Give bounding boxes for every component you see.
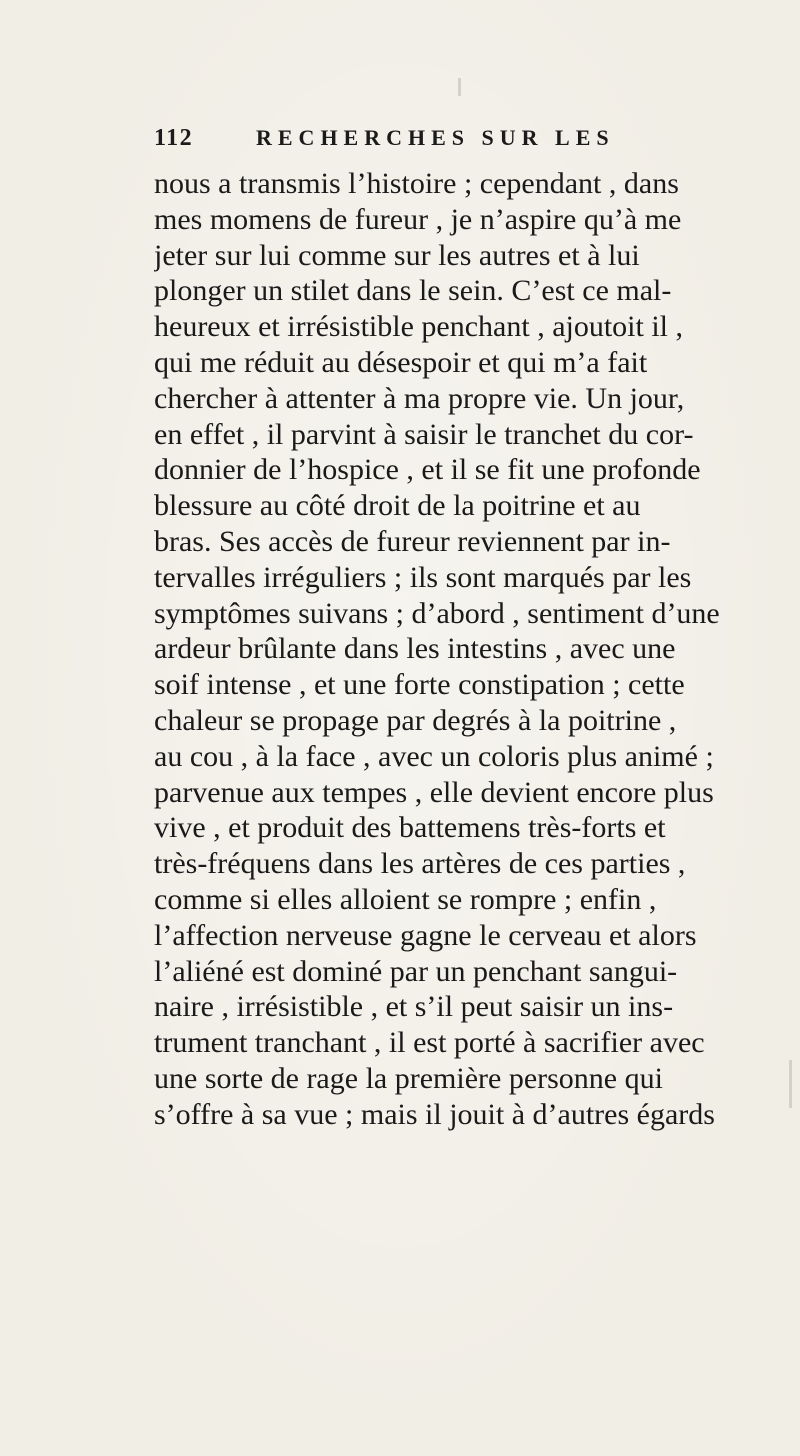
page-header — [154, 125, 714, 167]
text-line: tervalles irréguliers ; ils sont marqués par les — [154, 560, 692, 594]
text-line: bras. Ses accès de fureur reviennent par in- — [154, 524, 671, 558]
text-line: ardeur brûlante dans les intestins , avec une — [154, 632, 676, 666]
text-line: naire , irrésistible , et s’il peut saisir un ins- — [154, 990, 674, 1024]
text-line: qui me réduit au désespoir et qui m’a fait — [154, 345, 648, 379]
text-line: symptômes suivans ; d’abord , sentiment d’une — [154, 596, 720, 630]
scan-mark-top — [458, 78, 461, 96]
text-line: chaleur se propage par degrés à la poitrine , — [154, 703, 677, 737]
text-line: donnier de l’hospice , et il se fit une profonde — [154, 453, 701, 487]
text-line: jeter sur lui comme sur les autres et à lui — [154, 238, 640, 272]
scan-mark-right — [789, 1060, 792, 1108]
text-line: trument tranchant , il est porté à sacrifier avec — [154, 1026, 705, 1060]
text-line: au cou , à la face , avec un coloris plus animé ; — [154, 739, 714, 773]
text-line: mes momens de fureur , je n’aspire qu’à me — [154, 202, 682, 236]
text-line: l’affection nerveuse gagne le cerveau et alors — [154, 918, 697, 952]
text-line: chercher à attenter à ma propre vie. Un jour, — [154, 381, 685, 415]
text-line: vive , et produit des battemens très-forts et — [154, 811, 666, 845]
running-head: RECHERCHES SUR LES — [256, 125, 615, 150]
text-line: comme si elles alloient se rompre ; enfin , — [154, 882, 657, 916]
page-number: 112 — [154, 125, 194, 151]
text-line: en effet , il parvint à saisir le tranchet du cor- — [154, 417, 694, 451]
text-line: heureux et irrésistible penchant , ajoutoit il , — [154, 310, 684, 344]
text-line: soif intense , et une forte constipation ; cette — [154, 668, 685, 702]
text-line: plonger un stilet dans le sein. C’est ce mal- — [154, 274, 672, 308]
body-text — [154, 166, 766, 1286]
text-line: blessure au côté droit de la poitrine et au — [154, 489, 641, 523]
text-line: nous a transmis l’histoire ; cependant , dans — [154, 167, 679, 200]
text-line: l’aliéné est dominé par un penchant sangui- — [154, 954, 678, 988]
text-line: une sorte de rage la première personne qui — [154, 1061, 663, 1095]
text-line: très-fréquens dans les artères de ces parties , — [154, 847, 686, 881]
text-line: parvenue aux tempes , elle devient encore plus — [154, 775, 714, 809]
text-line: s’offre à sa vue ; mais il jouit à d’autres égards — [154, 1097, 715, 1131]
